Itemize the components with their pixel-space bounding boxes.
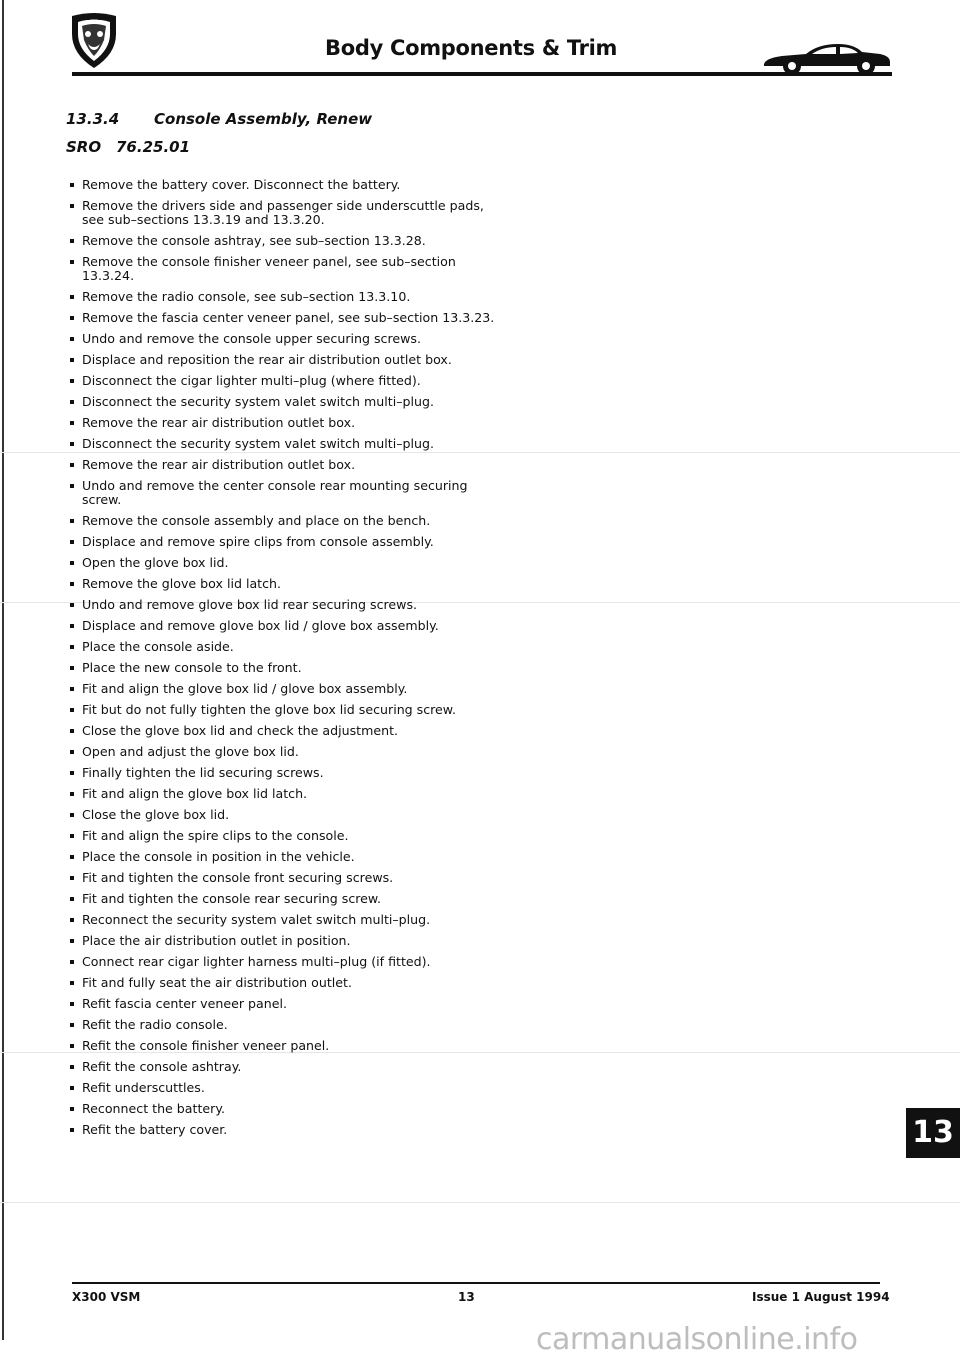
procedure-step-text: Remove the console ashtray, see sub–section 13.3.28.: [82, 233, 426, 248]
procedure-step: [70, 703, 500, 717]
bullet-icon: [70, 358, 74, 362]
procedure-step-text: Disconnect the security system valet switch multi–plug.: [82, 394, 434, 409]
procedure-step-text: Fit and align the glove box lid / glove box assembly.: [82, 681, 408, 696]
procedure-step: [70, 997, 500, 1011]
footer-rule: [72, 1282, 880, 1284]
bullet-icon: [70, 295, 74, 299]
procedure-step: [70, 416, 500, 430]
procedure-step-text: Open and adjust the glove box lid.: [82, 744, 299, 759]
bullet-icon: [70, 337, 74, 341]
procedure-step: [70, 1039, 500, 1053]
procedure-step: [70, 255, 500, 283]
bullet-icon: [70, 260, 74, 264]
jaguar-growler-logo-icon: [66, 10, 122, 70]
bullet-icon: [70, 400, 74, 404]
page-edge: [2, 0, 4, 1340]
procedure-step: [70, 913, 500, 927]
procedure-step-text: Place the air distribution outlet in position.: [82, 933, 351, 948]
procedure-step-text: Displace and reposition the rear air distribution outlet box.: [82, 352, 452, 367]
procedure-step-text: Undo and remove the console upper securing screws.: [82, 331, 421, 346]
procedure-step-text: Open the glove box lid.: [82, 555, 229, 570]
bullet-icon: [70, 897, 74, 901]
bullet-icon: [70, 813, 74, 817]
procedure-step: [70, 395, 500, 409]
bullet-icon: [70, 1002, 74, 1006]
jaguar-car-silhouette-icon: [762, 42, 892, 76]
bullet-icon: [70, 981, 74, 985]
procedure-step-text: Place the new console to the front.: [82, 660, 302, 675]
procedure-step: [70, 374, 500, 388]
procedure-step: [70, 682, 500, 696]
bullet-icon: [70, 603, 74, 607]
bullet-icon: [70, 1107, 74, 1111]
bullet-icon: [70, 1128, 74, 1132]
procedure-step: [70, 892, 500, 906]
procedure-step: [70, 745, 500, 759]
bullet-icon: [70, 687, 74, 691]
watermark-text: carmanualsonline.info: [536, 1322, 858, 1357]
procedure-step: [70, 1123, 500, 1137]
footer-manual-code: X300 VSM: [72, 1290, 141, 1304]
procedure-step-text: Close the glove box lid and check the adjustment.: [82, 723, 399, 738]
header-rule: [72, 72, 892, 76]
procedure-step-text: Remove the rear air distribution outlet box.: [82, 457, 356, 472]
chapter-tab: 13: [906, 1108, 960, 1158]
procedure-step: [70, 1060, 500, 1074]
procedure-step-text: Undo and remove glove box lid rear securing screws.: [82, 597, 418, 612]
procedure-step-text: Fit but do not fully tighten the glove box lid securing screw.: [82, 702, 456, 717]
procedure-step-text: Place the console aside.: [82, 639, 234, 654]
procedure-step-text: Refit fascia center veneer panel.: [82, 996, 287, 1011]
procedure-step-text: Refit underscuttles.: [82, 1080, 205, 1095]
procedure-step-text: Fit and align the spire clips to the console.: [82, 828, 349, 843]
procedure-step: [70, 661, 500, 675]
bullet-icon: [70, 316, 74, 320]
procedure-step-text: Reconnect the security system valet switch multi–plug.: [82, 912, 431, 927]
procedure-step: [70, 955, 500, 969]
bullet-icon: [70, 239, 74, 243]
bullet-icon: [70, 1065, 74, 1069]
bullet-icon: [70, 183, 74, 187]
procedure-step-text: Remove the drivers side and passenger side underscuttle pads, see sub–sections 13.3.19 and 13.3.20.: [82, 198, 484, 227]
bullet-icon: [70, 666, 74, 670]
section-number: 13.3.4: [66, 110, 120, 128]
section-title: Console Assembly, Renew: [154, 110, 373, 128]
procedure-step-text: Refit the battery cover.: [82, 1122, 228, 1137]
procedure-step: [70, 290, 500, 304]
procedure-step-text: Remove the radio console, see sub–section 13.3.10.: [82, 289, 411, 304]
procedure-step-text: Remove the rear air distribution outlet box.: [82, 415, 356, 430]
footer-page-number: 13: [458, 1290, 475, 1304]
bullet-icon: [70, 624, 74, 628]
bullet-icon: [70, 918, 74, 922]
bullet-icon: [70, 1044, 74, 1048]
section-heading: [66, 110, 372, 128]
sro-line: [66, 138, 190, 156]
procedure-steps-list: [70, 178, 500, 1144]
procedure-step: [70, 577, 500, 591]
procedure-step: [70, 766, 500, 780]
procedure-step: [70, 311, 500, 325]
procedure-step: [70, 353, 500, 367]
bullet-icon: [70, 484, 74, 488]
procedure-step: [70, 850, 500, 864]
bullet-icon: [70, 645, 74, 649]
bullet-icon: [70, 771, 74, 775]
procedure-step: [70, 479, 500, 507]
bullet-icon: [70, 792, 74, 796]
procedure-step: [70, 808, 500, 822]
bullet-icon: [70, 876, 74, 880]
procedure-step: [70, 458, 500, 472]
procedure-step: [70, 1018, 500, 1032]
bullet-icon: [70, 1023, 74, 1027]
procedure-step-text: Undo and remove the center console rear mounting securing screw.: [82, 478, 468, 507]
procedure-step-text: Connect rear cigar lighter harness multi–plug (if fitted).: [82, 954, 431, 969]
bullet-icon: [70, 939, 74, 943]
procedure-step: [70, 332, 500, 346]
bullet-icon: [70, 379, 74, 383]
procedure-step-text: Refit the radio console.: [82, 1017, 228, 1032]
bullet-icon: [70, 834, 74, 838]
bullet-icon: [70, 729, 74, 733]
procedure-step: [70, 178, 500, 192]
procedure-step-text: Displace and remove glove box lid / glove box assembly.: [82, 618, 439, 633]
procedure-step-text: Close the glove box lid.: [82, 807, 230, 822]
procedure-step-text: Place the console in position in the vehicle.: [82, 849, 355, 864]
procedure-step-text: Fit and tighten the console front securing screws.: [82, 870, 394, 885]
procedure-step: [70, 724, 500, 738]
procedure-step-text: Reconnect the battery.: [82, 1101, 225, 1116]
procedure-step-text: Disconnect the cigar lighter multi–plug (where fitted).: [82, 373, 421, 388]
bullet-icon: [70, 442, 74, 446]
procedure-step-text: Remove the fascia center veneer panel, see sub–section 13.3.23.: [82, 310, 495, 325]
procedure-step: [70, 934, 500, 948]
procedure-step: [70, 976, 500, 990]
procedure-step-text: Fit and align the glove box lid latch.: [82, 786, 308, 801]
footer-issue-date: Issue 1 August 1994: [752, 1290, 890, 1304]
procedure-step: [70, 829, 500, 843]
procedure-step-text: Refit the console finisher veneer panel.: [82, 1038, 330, 1053]
procedure-step: [70, 437, 500, 451]
procedure-step-text: Fit and tighten the console rear securing screw.: [82, 891, 382, 906]
procedure-step: [70, 640, 500, 654]
procedure-step-text: Remove the console assembly and place on the bench.: [82, 513, 431, 528]
bullet-icon: [70, 708, 74, 712]
bullet-icon: [70, 561, 74, 565]
bullet-icon: [70, 582, 74, 586]
procedure-step: [70, 199, 500, 227]
bullet-icon: [70, 540, 74, 544]
bullet-icon: [70, 750, 74, 754]
procedure-step-text: Remove the battery cover. Disconnect the battery.: [82, 177, 401, 192]
bullet-icon: [70, 855, 74, 859]
bullet-icon: [70, 421, 74, 425]
bullet-icon: [70, 204, 74, 208]
procedure-step-text: Disconnect the security system valet switch multi–plug.: [82, 436, 434, 451]
scan-line: [0, 1202, 960, 1203]
procedure-step-text: Fit and fully seat the air distribution outlet.: [82, 975, 352, 990]
procedure-step: [70, 234, 500, 248]
procedure-step-text: Displace and remove spire clips from console assembly.: [82, 534, 434, 549]
bullet-icon: [70, 519, 74, 523]
bullet-icon: [70, 1086, 74, 1090]
sro-label: SRO: [66, 138, 102, 156]
bullet-icon: [70, 960, 74, 964]
procedure-step: [70, 556, 500, 570]
procedure-step-text: Refit the console ashtray.: [82, 1059, 242, 1074]
procedure-step-text: Remove the console finisher veneer panel, see sub–section 13.3.24.: [82, 254, 456, 283]
procedure-step: [70, 1102, 500, 1116]
procedure-step: [70, 535, 500, 549]
procedure-step-text: Remove the glove box lid latch.: [82, 576, 282, 591]
header-title: Body Components & Trim: [325, 36, 618, 60]
procedure-step: [70, 787, 500, 801]
procedure-step: [70, 871, 500, 885]
procedure-step: [70, 598, 500, 612]
procedure-step: [70, 514, 500, 528]
procedure-step: [70, 1081, 500, 1095]
procedure-step: [70, 619, 500, 633]
procedure-step-text: Finally tighten the lid securing screws.: [82, 765, 324, 780]
bullet-icon: [70, 463, 74, 467]
sro-value: 76.25.01: [116, 138, 191, 156]
